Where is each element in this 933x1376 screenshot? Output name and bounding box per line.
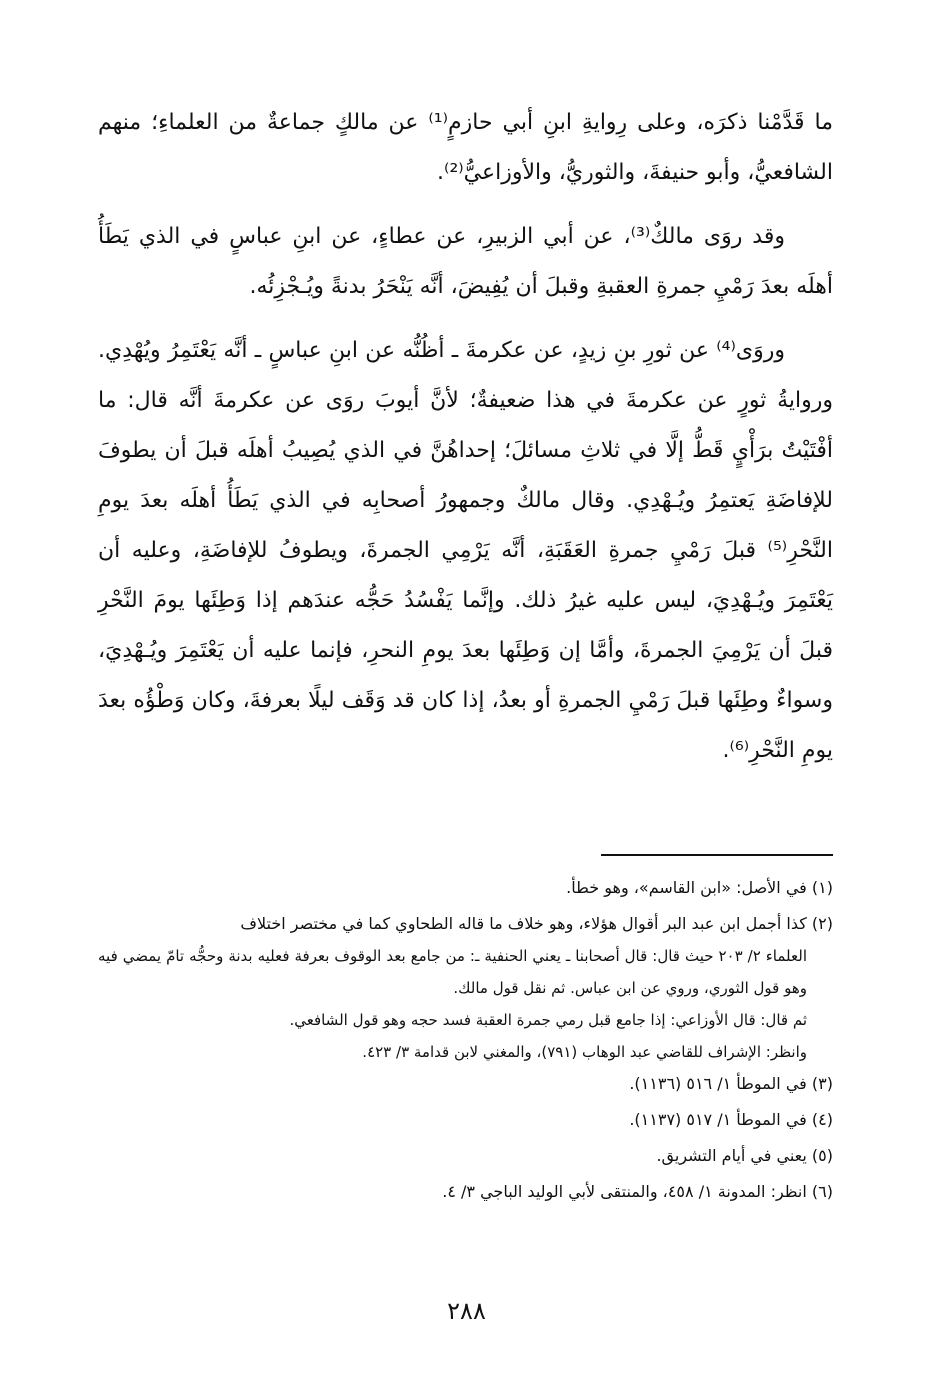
footnote-2-continuation: ثم قال: قال الأوزاعي: إذا جامع قبل رمي جمرة العقبة فسد حجه وهو قول الشافعي. bbox=[289, 1011, 807, 1029]
footnote-1: (١) في الأصل: «ابن القاسم»، وهو خطأ. bbox=[566, 878, 833, 897]
footnote-5: (٥) يعني في أيام التشريق. bbox=[656, 1146, 833, 1165]
footnote-2-continuation: العلماء ٢/ ٢٠٣ حيث قال: قال أصحابنا ـ يعني الحنفية ـ: من جامع بعد الوقوف بعرفة فعليه بدنة وحجُّه تامّ يمضي فيه وهو قول الثوري، وروي عن ابن عباس. ثم نقل قول مالك. bbox=[98, 947, 807, 997]
footnote-6: (٦) انظر: المدونة ١/ ٤٥٨، والمنتقى لأبي الوليد الباجي ٣/ ٤. bbox=[442, 1182, 833, 1201]
page-number: ٢٨٨ bbox=[447, 1297, 486, 1325]
footnote-separator bbox=[601, 854, 833, 856]
paragraph-3: وروَى⁽⁴⁾ عن ثورِ بنِ زيدٍ، عن عكرمةَ ـ أظُنُّه عن ابنِ عباسٍ ـ أنَّه يَعْتَمِرُ ويُهْدِي. وروايةُ ثورٍ عن عكرمةَ في هذا ضعيفةٌ؛ لأنَّ أيوبَ روَى عن عكرمةَ أنَّه قال: ما أفْتَيْتُ برَأْيٍ قَطُّ إلَّا في ثلاثِ مسائلَ؛ إحداهُنَّ في الذي يُصِيبُ أهلَه قبلَ أن يطوفَ للإفاضَةِ يَعتمِرُ ويُـهْدِي. وقال مالكٌ وجمهورُ أصحابِه في الذي يَطَأُ أهلَه بعدَ يومِ النَّحْرِ⁽⁵⁾ قبلَ رَمْيِ جمرةِ العَقَبَةِ، أنَّه يَرْمِي الجمرةَ، ويطوفُ للإفاضَةِ، وعليه أن يَعْتَمِرَ ويُـهْدِيَ، ليس عليه غيرُ ذلك. وإنَّما يَفْسُدُ حَجُّه عندَهم إذا وَطِئَها يومَ النَّحْرِ قبلَ أن يَرْمِيَ الجمرةَ، وأمَّا إن وَطِئَها بعدَ يومِ النحرِ، فإنما عليه أن يَعْتَمِرَ ويُـهْدِيَ، وسواءٌ وطِئَها قبلَ رَمْيِ الجمرةِ أو بعدُ، إذا كان قد وَقَف ليلًا بعرفةَ، وكان وَطْؤُه بعدَ يومِ النَّحْرِ⁽⁶⁾. bbox=[98, 338, 833, 763]
footnote-2-first-line: (٢) كذا أجمل ابن عبد البر أقوال هؤلاء، وهو خلاف ما قاله الطحاوي كما في مختصر اختلاف bbox=[240, 914, 833, 933]
footnote-3: (٣) في الموطأ ١/ ٥١٦ (١١٣٦). bbox=[629, 1074, 833, 1093]
paragraph-2: وقد روَى مالكٌ⁽³⁾، عن أبي الزبيرِ، عن عطاءٍ، عن ابنِ عباسٍ في الذي يَطَأُ أهلَه بعدَ رَمْيِ جمرةِ العقبةِ وقبلَ أن يُفِيضَ، أنَّه يَنْحَرُ بدنةً ويُـجْزِئُه. bbox=[98, 224, 833, 299]
footnote-2-continuation: وانظر: الإشراف للقاضي عبد الوهاب (٧٩١)، والمغني لابن قدامة ٣/ ٤٢٣. bbox=[362, 1043, 807, 1061]
paragraph-1: ما قَدَّمْنا ذكرَه، وعلى رِوايةِ ابنِ أبي حازمٍ⁽¹⁾ عن مالكٍ جماعةٌ من العلماءِ؛ منهم الشافعيُّ، وأبو حنيفةَ، والثوريُّ، والأوزاعيُّ⁽²⁾. bbox=[98, 110, 833, 185]
main-text bbox=[98, 98, 833, 776]
footnote-2 bbox=[98, 908, 833, 1068]
footnote-4: (٤) في الموطأ ١/ ٥١٧ (١١٣٧). bbox=[629, 1110, 833, 1129]
footnotes bbox=[98, 872, 833, 1208]
